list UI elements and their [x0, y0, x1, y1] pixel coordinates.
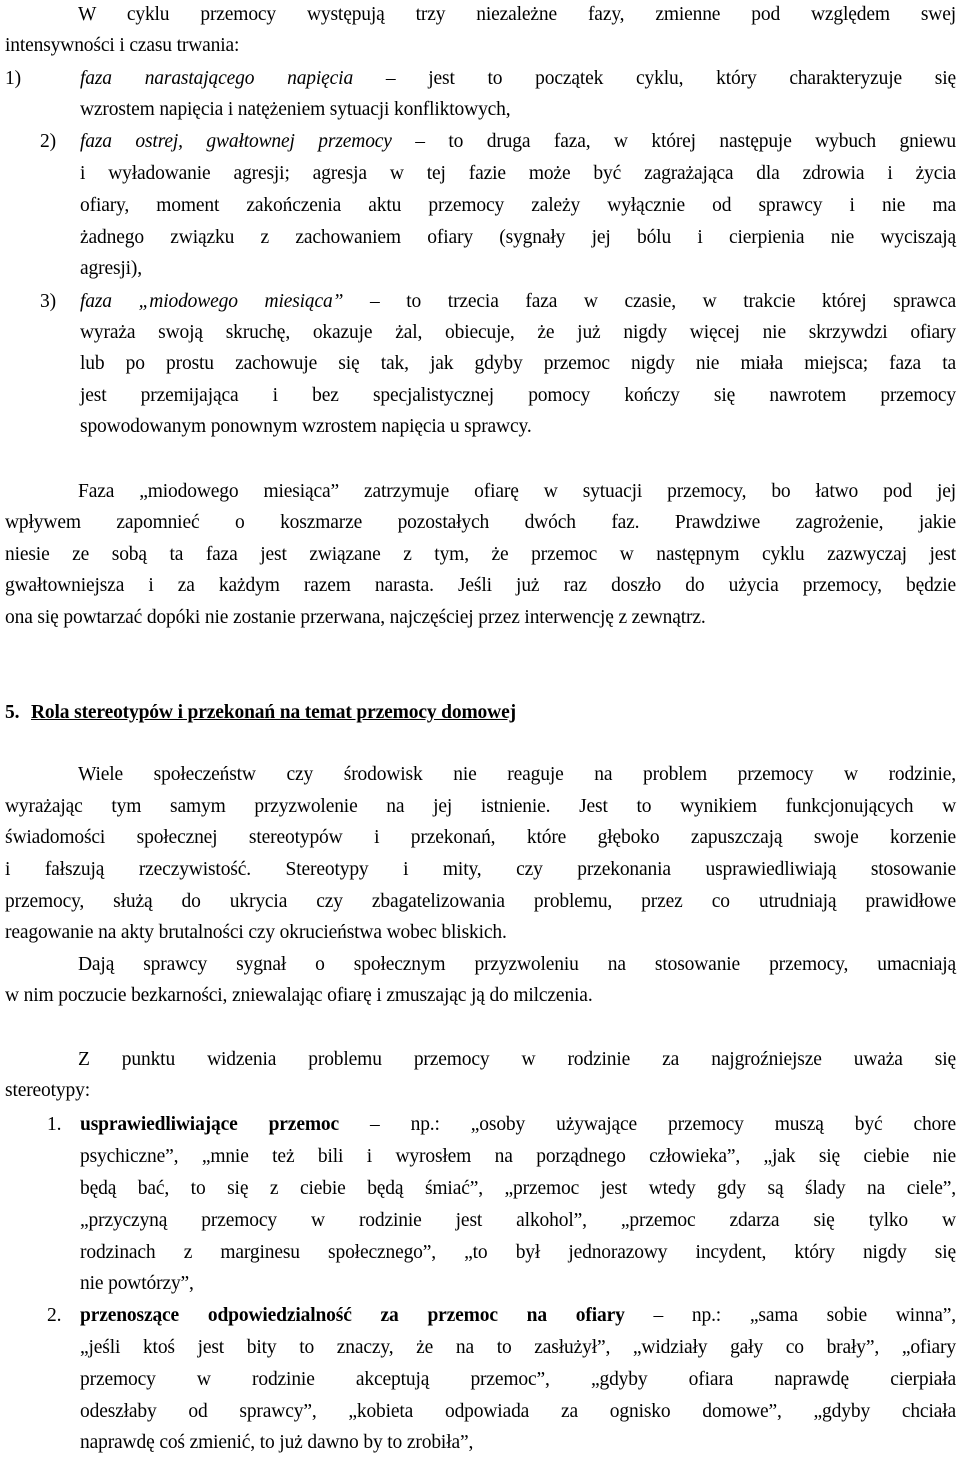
- phase-1-line-2: wzrostem napięcia i natężeniem sytuacji konfliktowych,: [80, 99, 511, 120]
- phase-3-term: faza „miodowego miesiąca”: [80, 291, 344, 312]
- phases-intro-line-2: intensywności i czasu trwania:: [5, 35, 240, 56]
- society-line-6: reagowanie na akty brutalności czy okrucieństwa wobec bliskich.: [5, 922, 507, 943]
- phase-3-description: – to trzecia faza w czasie, w trakcie której sprawca: [343, 291, 956, 312]
- stereotype-2-line-1: [80, 1300, 956, 1331]
- society-line-4: i fałszują rzeczywistość. Stereotypy i mity, czy przekonania usprawiedliwiają stosowanie: [5, 859, 956, 880]
- phases-intro-line-1: W cyklu przemocy występują trzy niezależne fazy, zmienne pod względem swej: [78, 4, 956, 25]
- honeymoon-line-3: niesie ze sobą ta faza jest związane z tym, że przemoc w następnym cyklu zazwyczaj jest: [5, 544, 956, 565]
- phase-3-line-1: [80, 286, 956, 317]
- phase-3-number: 3): [40, 291, 56, 312]
- honeymoon-line-4: gwałtowniejsza i za każdym razem narasta. Jeśli już raz doszło do użycia przemocy, będzie: [5, 575, 956, 596]
- phase-3-line-4: jest przemijająca i bez specjalistycznej pomocy kończy się nawrotem przemocy: [80, 385, 956, 406]
- phase-2-line-4: żadnego związku z zachowaniem ofiary (sygnały jej bólu i cierpienia nie wyciszają: [80, 227, 956, 248]
- section-heading: Rola stereotypów i przekonań na temat przemocy domowej: [31, 702, 516, 723]
- stereotype-1-line-1: [80, 1109, 956, 1140]
- stereotype-2-line-2: „jeśli ktoś jest bity to znaczy, że na to zasłużył”, „widziały gały co brały”, „ofiary: [80, 1337, 956, 1358]
- honeymoon-line-5: ona się powtarzać dopóki nie zostanie przerwana, najczęściej przez interwencję z zewnątrz.: [5, 607, 706, 628]
- section-number: 5.: [5, 702, 20, 723]
- stereotype-1-description: – np.: „osoby używające przemocy muszą być chore: [339, 1114, 956, 1135]
- honeymoon-line-2: wpływem zapomnieć o koszmarze pozostałych dwóch faz. Prawdziwe zagrożenie, jakie: [5, 512, 956, 533]
- society-line-7: Dają sprawcy sygnał o społecznym przyzwoleniu na stosowanie przemocy, umacniają: [78, 954, 956, 975]
- stereotype-1-line-6: nie powtórzy”,: [80, 1273, 194, 1294]
- phase-1-line-1: [80, 63, 956, 94]
- stereotype-1-term: usprawiedliwiające przemoc: [80, 1114, 340, 1135]
- stereotype-1-line-5: rodzinach z marginesu społecznego”, „to był jednorazowy incydent, który nigdy się: [80, 1242, 956, 1263]
- phase-2-line-1: [80, 126, 956, 157]
- stereotypes-intro-line-1: Z punktu widzenia problemu przemocy w rodzinie za najgroźniejsze uważa się: [78, 1049, 956, 1070]
- phase-3-line-5: spowodowanym ponownym wzrostem napięcia u sprawcy.: [80, 416, 532, 437]
- stereotype-1-number: 1.: [47, 1114, 62, 1135]
- society-line-3: świadomości społecznej stereotypów i przekonań, które głęboko zapuszczają swoje korzenie: [5, 827, 956, 848]
- phase-1-number: 1): [5, 68, 21, 89]
- stereotype-2-number: 2.: [47, 1305, 62, 1326]
- phase-3-line-3: lub po prostu zachowuje się tak, jak gdyby przemoc nigdy nie miała miejsca; faza ta: [80, 353, 956, 374]
- society-line-5: przemocy, służą do ukrycia czy zbagatelizowania problemu, przez co utrudniają prawidłowe: [5, 891, 956, 912]
- phase-2-line-2: i wyładowanie agresji; agresja w tej fazie może być zagrażająca dla zdrowia i życia: [80, 163, 956, 184]
- stereotype-1-line-2: psychiczne”, „mnie też bili i wyrosłem na porządnego człowieka”, „jak się ciebie nie: [80, 1146, 956, 1167]
- stereotypes-intro-line-2: stereotypy:: [5, 1080, 90, 1101]
- phase-2-number: 2): [40, 131, 56, 152]
- stereotype-2-line-5: naprawdę coś zmienić, to już dawno by to zrobiła”,: [80, 1432, 474, 1453]
- stereotype-1-line-3: będą bać, to się z ciebie będą śmiać”, „przemoc jest wtedy gdy są ślady na ciele”,: [80, 1178, 956, 1199]
- stereotype-2-line-4: odeszłaby od sprawcy”, „kobieta odpowiada za ognisko domowe”, „gdyby chciała: [80, 1401, 956, 1422]
- phase-1-description: – jest to początek cyklu, który charakteryzuje się: [353, 68, 956, 89]
- society-line-1: Wiele społeczeństw czy środowisk nie reaguje na problem przemocy w rodzinie,: [78, 764, 956, 785]
- society-line-2: wyrażając tym samym przyzwolenie na jej istnienie. Jest to wynikiem funkcjonujących w: [5, 796, 956, 817]
- honeymoon-line-1: Faza „miodowego miesiąca” zatrzymuje ofiarę w sytuacji przemocy, bo łatwo pod jej: [78, 481, 956, 502]
- stereotype-2-description: – np.: „sama sobie winna”,: [624, 1305, 956, 1326]
- phase-2-line-3: ofiary, moment zakończenia aktu przemocy zależy wyłącznie od sprawcy i nie ma: [80, 195, 956, 216]
- phase-3-line-2: wyraża swoją skruchę, okazuje żal, obiecuje, że już nigdy więcej nie skrzywdzi ofiary: [80, 322, 956, 343]
- stereotype-2-term: przenoszące odpowiedzialność za przemoc na ofiary: [80, 1305, 625, 1326]
- phase-2-description: – to druga faza, w której następuje wybuch gniewu: [391, 131, 957, 152]
- stereotype-1-line-4: „przyczyną przemocy w rodzinie jest alkohol”, „przemoc zdarza się tylko w: [80, 1210, 956, 1231]
- stereotype-2-line-3: przemocy w rodzinie akceptują przemoc”, „gdyby ofiara naprawdę cierpiała: [80, 1369, 956, 1390]
- phase-2-term: faza ostrej, gwałtownej przemocy: [80, 131, 392, 152]
- society-line-8: w nim poczucie bezkarności, zniewalając ofiarę i zmuszając ją do milczenia.: [5, 985, 593, 1006]
- phase-2-line-5: agresji),: [80, 258, 142, 279]
- phase-1-term: faza narastającego napięcia: [80, 68, 354, 89]
